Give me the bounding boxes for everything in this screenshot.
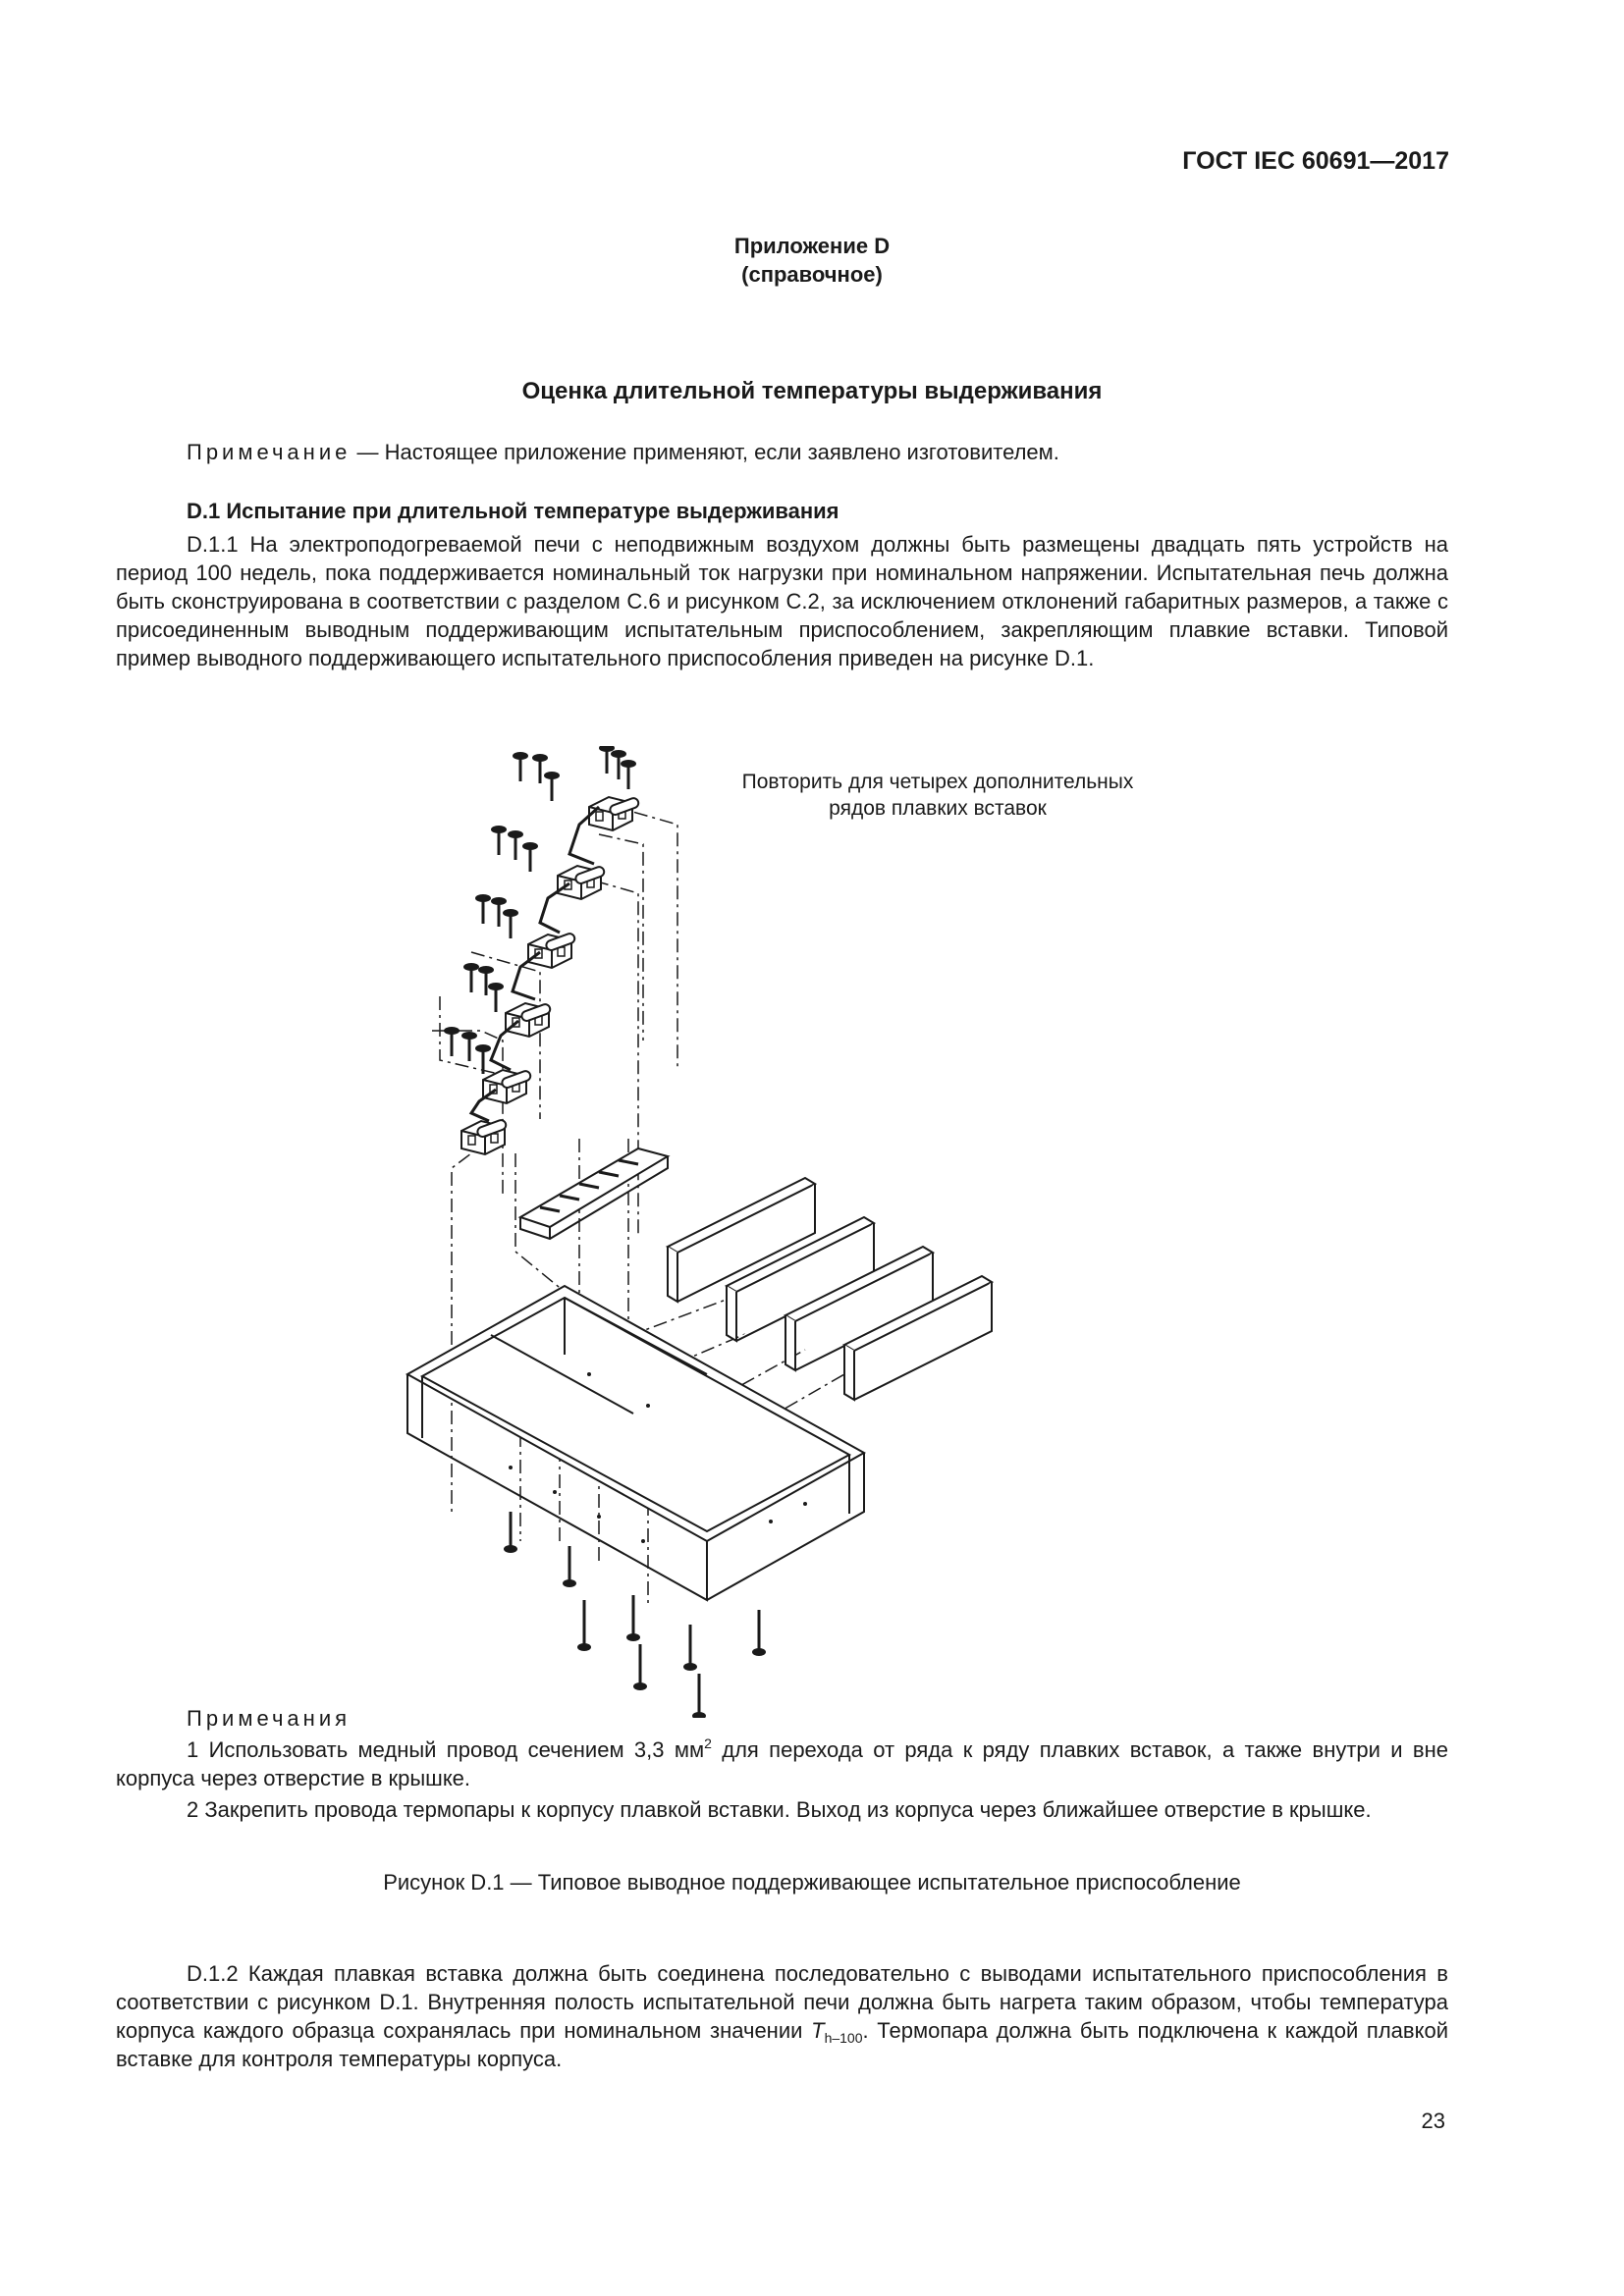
clause-d12-paragraph [116, 1959, 1448, 2073]
appendix-title: Приложение D [733, 234, 891, 258]
d12-text-b: . Термопара должна быть подключена к каждой плавкой вставке для контроля температуры корпуса. [116, 2018, 1448, 2071]
section-title: Оценка длительной температуры выдерживания [521, 378, 1103, 404]
note1-superscript: 2 [704, 1735, 712, 1751]
repeat-label-line2: рядов плавких вставок [829, 797, 1047, 820]
d12-text-a: D.1.2 Каждая плавкая вставка должна быть соединена последовательно с выводами испытательного приспособления в соответствии с рисунком D.1. Внутренняя полость испытательной печи должна быть нагрета таким образом, чтобы температура корпуса каждого образца сохранялась при номинальном значении [116, 1961, 1448, 2043]
figure-repeat-label [687, 769, 1188, 822]
appendix-kind: (справочное) [741, 262, 883, 287]
page-number: 23 [1421, 2109, 1445, 2133]
clause-d1-heading: D.1 Испытание при длительной температуре выдерживания [187, 499, 839, 523]
figure-notes-heading: Примечания [187, 1706, 352, 1731]
repeat-label-line1: Повторить для четырех дополнительных [741, 771, 1134, 793]
figure-note-1 [116, 1735, 1448, 1792]
figure-d1-drawing [393, 746, 1021, 1718]
note-label: Примечание [187, 440, 352, 464]
d12-variable-subscript: h–100 [824, 2030, 863, 2046]
appendix-note [116, 438, 1448, 466]
d12-variable: T [811, 2018, 825, 2043]
note1-text-b: для перехода от ряда к ряду плавких вставок, а также внутри и вне корпуса через отверстие в крышке. [116, 1737, 1449, 1790]
note-text: — Настоящее приложение применяют, если заявлено изготовителем. [351, 440, 1059, 464]
figure-note-2: 2 Закрепить провода термопары к корпусу плавкой вставки. Выход из корпуса через ближайшее отверстие в крышке. [187, 1797, 1372, 1822]
clause-d11-paragraph: D.1.1 На электроподогреваемой печи с неподвижным воздухом должны быть размещены двадцать пять устройств на период 100 недель, пока поддерживается номинальный ток нагрузки при номинальном напряжении. Испытательная печь должна быть сконструирована в соответствии с разделом С.6 и рисунком С.2, за исключением отклонений габаритных размеров, а также с присоединенным выводным поддерживающим испытательным приспособлением, закрепляющим плавкие вставки. Типовой пример выводного поддерживающего испытательного приспособления приведен на рисунке D.1. [116, 532, 1448, 670]
standard-designation: ГОСТ IEC 60691—2017 [1182, 147, 1449, 175]
figure-caption: Рисунок D.1 — Типовое выводное поддерживающее испытательное приспособление [383, 1870, 1241, 1895]
note1-text-a: 1 Использовать медный провод сечением 3,3 мм [187, 1737, 705, 1762]
